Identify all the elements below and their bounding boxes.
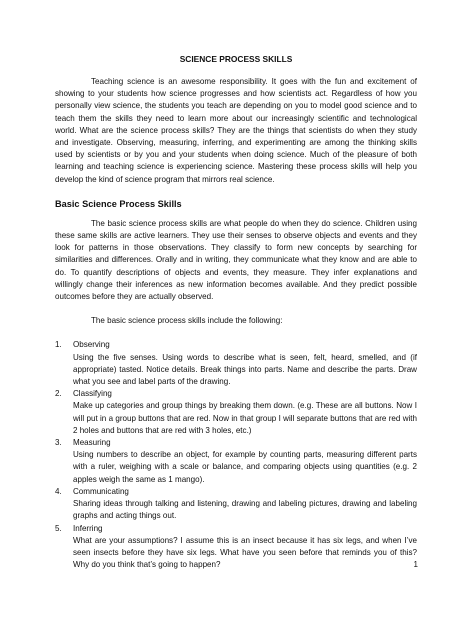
skills-list: [55, 339, 417, 571]
document-title: SCIENCE PROCESS SKILLS: [179, 54, 293, 64]
intro-paragraph: Teaching science is an awesome responsibility. It goes with the fun and excitement of showing to your students how science progresses and how scientists act. Regardless of how you personally view science, the students you teach are depending on you to model good science and to teach them the skills they need to learn more about our increasingly scientific and technological world. What are the science process skills? They are the things that scientists do when they study and investigate. Observing, measuring, inferring, and experimenting are among the thinking skills used by scientists or by you and your students when doing science. Much of the pleasure of both learning and teaching science is experiencing science. Mastering these process skills will help you develop the kind of science program that mirrors real science.: [55, 77, 417, 184]
skill-name: Communicating: [73, 486, 129, 496]
list-number: 3.: [55, 438, 62, 448]
list-item: [55, 523, 417, 572]
page-content: [55, 53, 417, 571]
list-item: [55, 437, 417, 486]
list-number: 1.: [55, 340, 62, 350]
section-paragraph: The basic science process skills are what people do when they do science. Children using these same skills are active learners. They use their senses to observe objects and events and they look for patterns in those observations. They classify to form new concepts by searching for similarities and differences. Orally and in writing, they communicate what they know and are able to do. To quantify descriptions of objects and events, they measure. They infer explanations and willingly change their inferences as new information becomes available. And they predict possible outcomes before they are actually observed.: [55, 218, 417, 302]
skill-name: Observing: [73, 340, 110, 350]
list-intro: The basic science process skills include the following:: [91, 316, 283, 326]
list-item: [55, 486, 417, 523]
section-heading: Basic Science Process Skills: [55, 198, 182, 209]
page-number: 1: [413, 560, 418, 569]
skill-description: Sharing ideas through talking and listening, drawing and labeling pictures, drawing and labeling graphs and acting things out.: [73, 499, 417, 521]
skill-description: Make up categories and group things by breaking them down. (e.g. These are all buttons. Now I will put in a group buttons that are red. Now in that group I will separate buttons that are red with 2 holes and buttons that are red with 3 holes, etc.): [73, 401, 417, 435]
skill-name: Inferring: [73, 523, 103, 533]
skill-name: Classifying: [73, 389, 112, 399]
list-number: 5.: [55, 523, 62, 533]
skill-description: What are your assumptions? I assume this is an insect because it has six legs, and when I’ve seen insects before they have six legs. What have you seen before that reminds you of this? Why do you think that’s going to happen?: [73, 535, 417, 570]
skill-name: Measuring: [73, 438, 111, 448]
list-number: 4.: [55, 486, 62, 496]
list-number: 2.: [55, 389, 62, 399]
list-item: [55, 388, 417, 437]
list-item: [55, 339, 417, 388]
skill-description: Using the five senses. Using words to describe what is seen, felt, heard, smelled, and (if appropriate) tasted. Notice details. Break things into parts. Name and describe the parts. Draw what you see and label parts of the drawing.: [73, 352, 417, 387]
skill-description: Using numbers to describe an object, for example by counting parts, measuring different parts with a ruler, weighing with a scale or balance, and comparing objects using quantities (e.g. 2 apples weigh the same as 1 mango).: [73, 450, 417, 484]
